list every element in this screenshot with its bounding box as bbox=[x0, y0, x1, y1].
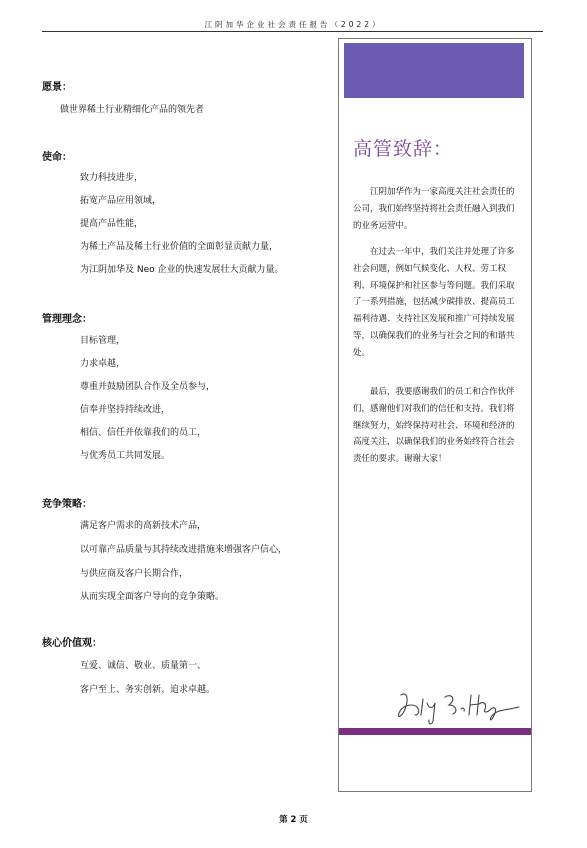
management-item: 与优秀员工共同发展。 bbox=[80, 451, 171, 461]
management-title: 管理理念： bbox=[42, 314, 92, 325]
header-divider bbox=[42, 31, 543, 32]
management-item: 目标管理， bbox=[80, 336, 126, 346]
strategy-title: 竞争策略： bbox=[42, 499, 92, 510]
strategy-item: 以可靠产品质量与其持续改进措施来增强客户信心， bbox=[80, 545, 288, 555]
sidebar-heading: 高管致辞： bbox=[353, 138, 454, 160]
message-paragraph: 江阴加华作为一家高度关注社会责任的公司，我们始终坚持将社会责任融入到我们的业务运营中。 bbox=[353, 187, 515, 231]
strategy-item: 满足客户需求的高新技术产品， bbox=[80, 521, 207, 531]
executive-signature bbox=[393, 687, 523, 727]
sidebar-bottom-bar bbox=[339, 728, 531, 735]
mission-item: 提高产品性能， bbox=[80, 219, 144, 229]
vision-title: 愿景： bbox=[42, 82, 72, 93]
mission-item: 为江阴加华及 Neo 企业的快速发展壮大贡献力量。 bbox=[80, 265, 284, 275]
report-title: 江阴加华企业社会责任报告（2022） bbox=[204, 20, 383, 29]
mission-title: 使命： bbox=[42, 152, 72, 163]
strategy-item: 与供应商及客户长期合作， bbox=[80, 569, 189, 579]
mission-item: 为稀土产品及稀土行业价值的全面彰显贡献力量， bbox=[80, 242, 279, 252]
management-item: 尊重并鼓励团队合作及全员参与， bbox=[80, 382, 216, 392]
sidebar-banner bbox=[344, 43, 524, 98]
management-item: 信奉并坚持持续改进， bbox=[80, 405, 171, 415]
values-item: 客户至上、务实创新、追求卓越。 bbox=[80, 685, 216, 695]
message-paragraph: 在过去一年中，我们关注并处理了许多社会问题，例如气候变化、人权、劳工权利、环境保护和社区参与等问题。我们采取了一系列措施，包括减少碳排放、提高员工福利待遇、支持社区发展和推广可持续发展等，以确保我们的业务与社会之间的和谐共处。 bbox=[353, 247, 515, 358]
page-number: 第 2 页 bbox=[279, 815, 308, 825]
executive-message-sidebar bbox=[338, 38, 532, 792]
mission-item: 致力科技进步， bbox=[80, 173, 144, 183]
values-item: 互爱、诚信、敬业、质量第一、 bbox=[80, 661, 207, 671]
strategy-item: 从而实现全面客户导向的竞争策略。 bbox=[80, 592, 225, 602]
management-item: 相信、信任并依靠我们的员工， bbox=[80, 428, 207, 438]
vision-statement: 做世界稀土行业精细化产品的领先者 bbox=[60, 105, 205, 115]
values-title: 核心价值观： bbox=[42, 638, 102, 649]
message-paragraph: 最后，我要感谢我们的员工和合作伙伴们，感谢他们对我们的信任和支持。我们将继续努力，始终保持对社会、环境和经济的高度关注，以确保我们的业务始终符合社会责任的要求。谢谢大家！ bbox=[353, 387, 515, 465]
mission-item: 拓宽产品应用领域， bbox=[80, 196, 162, 206]
management-item: 力求卓越， bbox=[80, 359, 126, 369]
